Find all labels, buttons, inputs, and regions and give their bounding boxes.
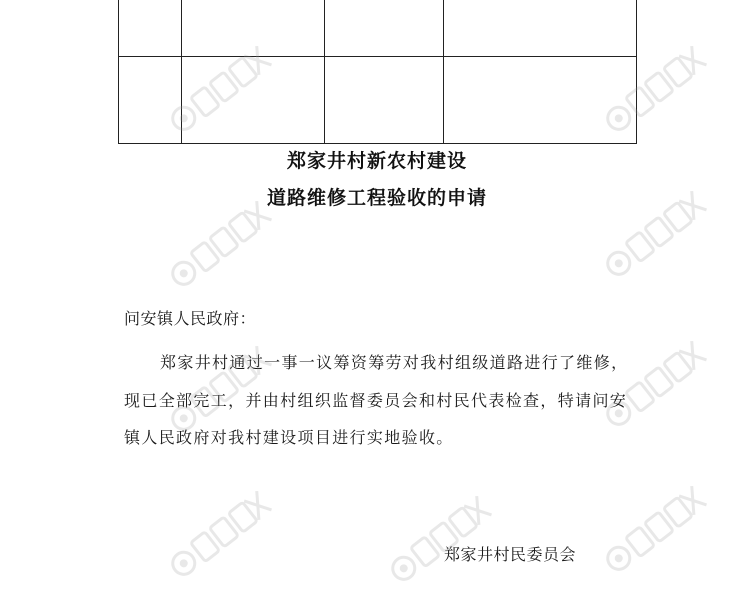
table-cell: [182, 57, 325, 144]
table-row: [119, 57, 637, 144]
zhaotu-watermark-icon: [160, 482, 279, 587]
table-row: [119, 0, 637, 57]
signature: 郑家井村民委员会: [444, 545, 577, 564]
zhaotu-watermark-icon: [380, 487, 499, 592]
table-cell: [119, 0, 182, 57]
table-cell: [325, 0, 444, 57]
document-title-line-1: 郑家井村新农村建设: [286, 150, 467, 172]
form-table-fragment: [118, 0, 637, 144]
document-title-line-2: 道路维修工程验收的申请: [266, 187, 487, 209]
table-cell: [444, 0, 637, 57]
table-cell: [325, 57, 444, 144]
addressee: 问安镇人民政府：: [124, 309, 257, 328]
table-cell: [444, 57, 637, 144]
table-cell: [182, 0, 325, 57]
zhaotu-watermark-icon: [595, 477, 714, 582]
body-paragraph: 郑家井村通过一事一议筹资筹劳对我村组级道路进行了维修，现已全部完工，并由村组织监督委员会和村民代表检查，特请问安镇人民政府对我村建设项目进行实地验收。: [124, 353, 629, 447]
table-cell: [119, 57, 182, 144]
